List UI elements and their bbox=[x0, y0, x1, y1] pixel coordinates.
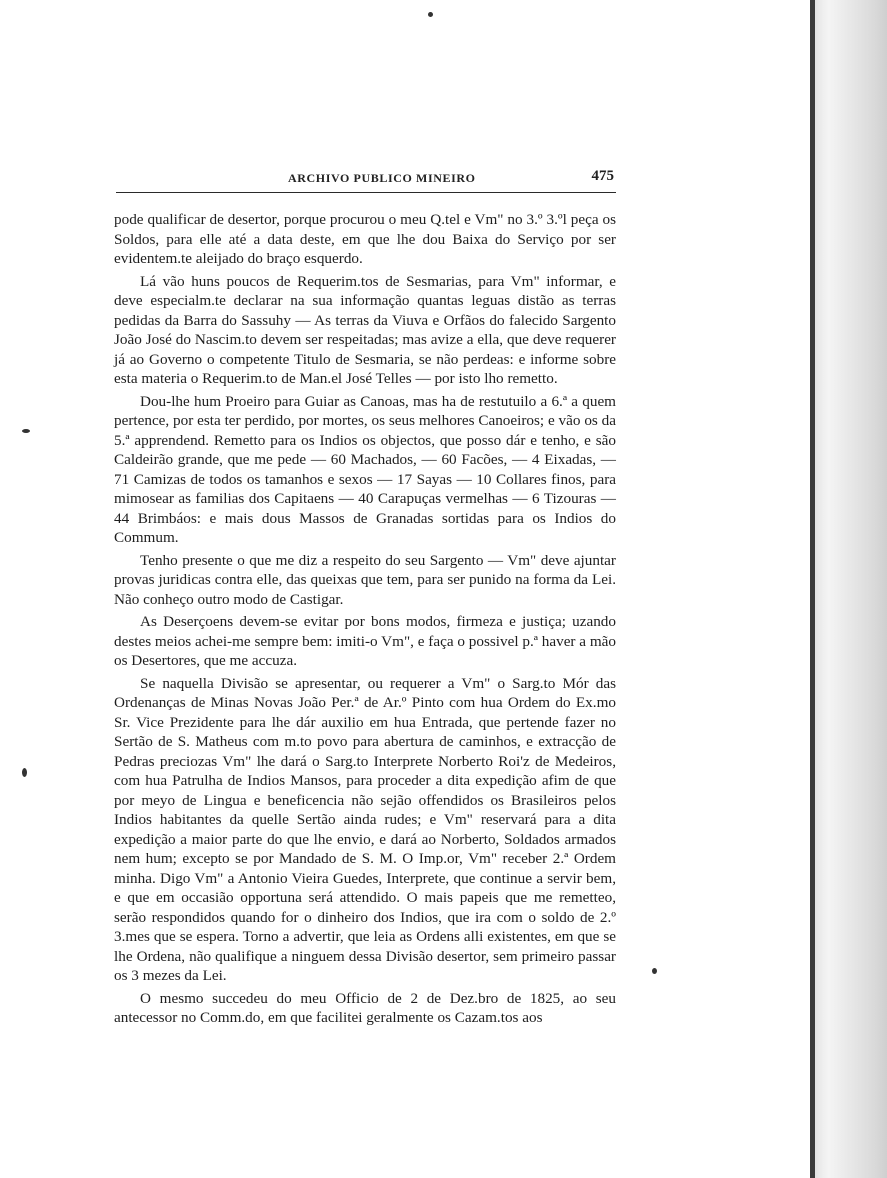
speck-right bbox=[652, 968, 657, 974]
paragraph-6: Se naquella Divisão se apresentar, ou requerer a Vm" o Sarg.to Mór das Ordenanças de Minas Novas João Per.ª de Ar.º Pinto com hua Ordem do Ex.mo Sr. Vice Prezidente para lhe dár auxilio em hua Entrada, que pertende fazer no Sertão de S. Matheus com m.to povo para abertura de caminhos, e extracção de Pedras preciozas Vm" lhe dará o Sarg.to Interprete Norberto Roi'z de Medeiros, com hua Patrulha de Indios Mansos, para proceder a dita expedição afim de que por meyo de Lingua e beneficencia não sejão offendidos os Brasileiros pelos Indios habitantes da quelle Sertão ainda rudes; e Vm" reservará para a dita expedição a maior parte do que lhe envio, e dará ao Norberto, Soldados armados nem hum; excepto se por Mandado de S. M. O Imp.or, Vm" receber 2.ª Ordem minha. Digo Vm" a Antonio Vieira Guedes, Interprete, que continue a servir bem, e que em occasião opportuna será attendido. O mais papeis que me remetteo, serão respondidos quando for o dinheiro dos Indios, que ira com o soldo de 2.º 3.mes que se espera. Torno a advertir, que leia as Ordens alli existentes, em que se lhe Ordena, não qualifique a ninguem dessa Divisão desertor, sem primeiro passar os 3 mezes da Lei. bbox=[114, 674, 616, 984]
page-number: 475 bbox=[591, 168, 614, 184]
speck-top bbox=[428, 12, 433, 17]
paragraph-3: Dou-lhe hum Proeiro para Guiar as Canoas, mas ha de restutuilo a 6.ª a quem pertence, por esta ter perdido, por mortes, os seus melhores Canoeiros; e vão os da 5.ª apprendend. Remetto para os Indios os objectos, que posso dár e tenho, e são Caldeirão grande, que me pede — 60 Machados, — 60 Facões, — 4 Eixadas, — 71 Camizas de todos os tamanhos e sexos — 17 Sayas — 10 Collares finos, para mimosear as familias dos Capitaens — 40 Carapuças vermelhas — 6 Tizouras — 44 Brimbáos: e mais dous Massos de Granadas sortidas para os Indios do Commum. bbox=[114, 392, 616, 546]
page-header bbox=[116, 168, 616, 193]
paragraph-2: Lá vão huns poucos de Requerim.tos de Sesmarias, para Vm" informar, e deve especialm.te declarar na sua informação quantas leguas distão as terras pedidas da Barra do Sassuhy — As terras da Viuva e Orfãos do falecido Sargento João José do Nascim.to devem ser respeitadas; mas avize a ella, que deve requerer já ao Governo o competente Titulo de Sesmaria, se não perdeas: e informe sobre esta materia o Requerim.to de Man.el José Telles — por isto lho remetto. bbox=[114, 272, 616, 387]
speck-left-2 bbox=[22, 768, 27, 777]
paragraph-5: As Deserçoens devem-se evitar por bons modos, firmeza e justiça; uzando destes meios achei-me sempre bem: imiti-o Vm", e faça o possivel p.ª haver a mão os Desertores, que me accuza. bbox=[114, 613, 616, 669]
body-text bbox=[114, 210, 616, 1031]
paragraph-7: O mesmo succedeu do meu Officio de 2 de Dez.bro de 1825, ao seu antecessor no Comm.do, em que facilitei geralmente os Cazam.tos aos bbox=[114, 989, 616, 1026]
paragraph-1: pode qualificar de desertor, porque procurou o meu Q.tel e Vm" no 3.º 3.ºl peça os Soldos, para elle até a data deste, em que lhe dou Baixa do Serviço por ser evidentem.te aleijado do braço esquerdo. bbox=[114, 211, 616, 267]
paragraph-4: Tenho presente o que me diz a respeito do seu Sargento — Vm" deve ajuntar provas juridicas contra elle, das queixas que tem, para ser punido na forma da Lei. Não conheço outro modo de Castigar. bbox=[114, 551, 616, 608]
speck-left bbox=[22, 429, 30, 433]
running-head: ARCHIVO PUBLICO MINEIRO bbox=[288, 171, 476, 185]
page-edge-line bbox=[810, 0, 815, 1178]
page-edge-shadow bbox=[815, 0, 887, 1178]
